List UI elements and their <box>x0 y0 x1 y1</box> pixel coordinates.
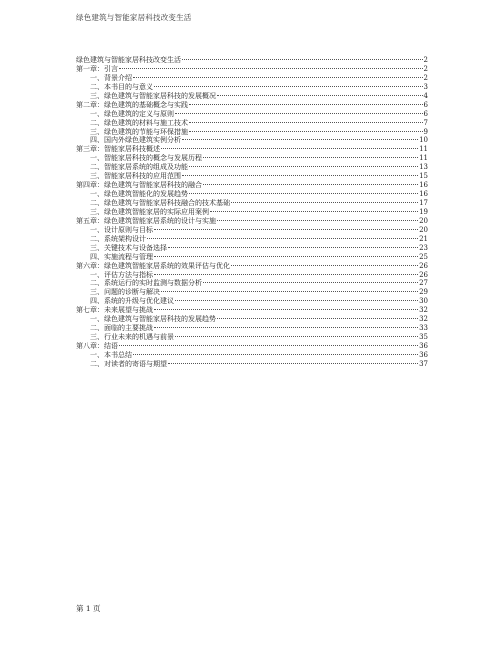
toc-entry-title: 一、设计原则与目标 <box>90 225 153 234</box>
toc-entry-title: 第八章：结语 <box>76 342 118 350</box>
toc-entry-page: 6 <box>423 109 428 118</box>
toc-dot-leader <box>154 256 418 257</box>
toc-dot-leader <box>182 139 418 140</box>
toc-entry-page: 20 <box>419 216 428 225</box>
toc-dot-leader <box>217 220 418 221</box>
toc-dot-leader <box>154 229 418 230</box>
toc-entry-page: 33 <box>419 324 428 333</box>
toc-entry-page: 26 <box>419 270 428 279</box>
toc-dot-leader <box>182 175 418 176</box>
toc-entry-title: 四、系统的升级与优化建议 <box>90 297 174 306</box>
toc-entry-page: 10 <box>419 136 428 145</box>
toc-entry-page: 11 <box>419 145 428 154</box>
toc-dot-leader <box>154 274 418 275</box>
toc-entry-title: 一、背景介绍 <box>90 73 132 82</box>
toc-entry-title: 第七章：未来展望与挑战 <box>76 306 153 315</box>
toc-entry-title: 一、绿色建筑的定义与原则 <box>90 109 174 118</box>
toc-chapter-entry[interactable] <box>76 145 428 154</box>
toc-dot-leader <box>203 282 418 283</box>
toc-dot-leader <box>119 68 423 69</box>
toc-section-entry[interactable] <box>76 110 428 119</box>
toc-section-entry[interactable] <box>76 235 428 244</box>
toc-dot-leader <box>161 148 418 149</box>
toc-dot-leader <box>168 363 418 364</box>
toc-entry-page: 2 <box>423 64 428 73</box>
toc-dot-leader <box>175 113 423 114</box>
toc-section-entry[interactable] <box>76 315 428 324</box>
toc-dot-leader <box>182 59 423 60</box>
toc-entry-title: 三、智能家居科技的应用范围 <box>90 172 181 181</box>
toc-section-entry[interactable] <box>76 253 428 262</box>
toc-entry-title: 第二章：绿色建筑的基础概念与实践 <box>76 100 188 109</box>
toc-dot-leader <box>189 131 423 132</box>
toc-entry-page: 2 <box>423 73 428 82</box>
toc-entry-title: 第三章：智能家居科技概述 <box>76 145 160 154</box>
toc-dot-leader <box>168 247 418 248</box>
toc-entry-page: 25 <box>419 252 428 261</box>
toc-entry-title: 二、面临的主要挑战 <box>90 324 153 333</box>
toc-chapter-entry[interactable] <box>76 262 428 271</box>
toc-dot-leader <box>189 122 423 123</box>
toc-dot-leader <box>189 166 418 167</box>
toc-entry-title: 四、国内外绿色建筑实例分析 <box>90 136 181 145</box>
toc-section-entry[interactable] <box>76 351 428 360</box>
toc-dot-leader <box>147 238 418 239</box>
toc-chapter-entry[interactable] <box>76 342 428 351</box>
toc-entry-page: 6 <box>423 100 428 109</box>
toc-entry-page: 26 <box>419 261 428 270</box>
toc-entry-title: 第六章：绿色建筑智能家居系统的效果评估与优化 <box>76 261 230 270</box>
toc-section-entry[interactable] <box>76 163 428 172</box>
toc-section-entry[interactable] <box>76 226 428 235</box>
toc-entry-page: 16 <box>419 181 428 190</box>
toc-dot-leader <box>217 95 423 96</box>
toc-entry-page: 37 <box>419 359 428 368</box>
toc-chapter-entry[interactable] <box>76 56 428 65</box>
toc-chapter-entry[interactable] <box>76 217 428 226</box>
toc-entry-page: 27 <box>419 279 428 288</box>
toc-dot-leader <box>154 86 423 87</box>
toc-entry-title: 二、对读者的寄语与期望 <box>90 359 167 368</box>
toc-section-entry[interactable] <box>76 199 428 208</box>
toc-dot-leader <box>161 291 418 292</box>
toc-entry-page: 15 <box>419 172 428 181</box>
toc-entry-page: 2 <box>423 56 428 64</box>
toc-section-entry[interactable] <box>76 92 428 101</box>
toc-section-entry[interactable] <box>76 324 428 333</box>
toc-dot-leader <box>210 211 418 212</box>
toc-entry-page: 36 <box>419 350 428 359</box>
toc-section-entry[interactable] <box>76 288 428 297</box>
toc-entry-page: 29 <box>419 288 428 297</box>
toc-entry-page: 32 <box>419 306 428 315</box>
toc-entry-page: 23 <box>419 243 428 252</box>
toc-dot-leader <box>231 265 418 266</box>
toc-entry-title: 一、评估方法与指标 <box>90 270 153 279</box>
toc-dot-leader <box>217 318 418 319</box>
toc-dot-leader <box>133 354 418 355</box>
toc-entry-title: 第一章：引言 <box>76 64 118 73</box>
toc-entry-title: 第五章：绿色建筑智能家居系统的设计与实施 <box>76 216 216 225</box>
toc-entry-title: 三、行业未来的机遇与前景 <box>90 333 174 342</box>
toc-dot-leader <box>203 184 418 185</box>
toc-dot-leader <box>189 104 423 105</box>
toc-dot-leader <box>154 327 418 328</box>
toc-entry-page: 16 <box>419 190 428 199</box>
toc-dot-leader <box>119 345 418 346</box>
toc-entry-page: 30 <box>419 297 428 306</box>
toc-entry-title: 一、绿色建筑智能化的发展趋势 <box>90 190 188 199</box>
toc-entry-title: 三、绿色建筑与智能家居科技的发展概况 <box>90 91 216 100</box>
toc-section-entry[interactable] <box>76 208 428 217</box>
toc-chapter-entry[interactable] <box>76 65 428 74</box>
toc-entry-page: 13 <box>419 163 428 172</box>
toc-entry-page: 17 <box>419 199 428 207</box>
toc-chapter-entry[interactable] <box>76 101 428 110</box>
toc-entry-page: 4 <box>423 91 428 100</box>
toc-dot-leader <box>154 309 418 310</box>
toc-section-entry[interactable] <box>76 74 428 83</box>
toc-dot-leader <box>133 77 423 78</box>
toc-dot-leader <box>175 300 418 301</box>
toc-entry-title: 二、绿色建筑与智能家居科技融合的技术基础 <box>90 199 230 207</box>
toc-entry-title: 第四章：绿色建筑与智能家居科技的融合 <box>76 181 202 190</box>
toc-entry-page: 21 <box>419 234 428 243</box>
toc-entry-page: 32 <box>419 315 428 324</box>
toc-entry-title: 三、关键技术与设备选择 <box>90 243 167 252</box>
page-number: 第 1 页 <box>76 604 101 613</box>
toc-section-entry[interactable] <box>76 119 428 128</box>
toc-entry-title: 二、绿色建筑的材料与施工技术 <box>90 118 188 127</box>
toc-entry-page: 3 <box>423 82 428 91</box>
toc-entry-title: 二、系统运行的实时监测与数据分析 <box>90 279 202 288</box>
toc-dot-leader <box>231 202 418 203</box>
toc-entry-title: 三、问题的诊断与解决 <box>90 288 160 297</box>
toc-entry-page: 20 <box>419 225 428 234</box>
toc-dot-leader <box>189 193 418 194</box>
toc-section-entry[interactable] <box>76 333 428 342</box>
toc-entry-page: 7 <box>423 118 428 127</box>
toc-section-entry[interactable] <box>76 172 428 181</box>
toc-dot-leader <box>175 336 418 337</box>
toc-entry-title: 三、绿色建筑的节能与环保措施 <box>90 127 188 136</box>
toc-entry-title: 四、实施流程与管理 <box>90 252 153 261</box>
toc-section-entry[interactable] <box>76 360 428 369</box>
toc-entry-title: 三、绿色建筑智能家居的实际应用案例 <box>90 207 209 216</box>
toc-section-entry[interactable] <box>76 190 428 199</box>
toc-entry-title: 一、智能家居科技的概念与发展历程 <box>90 154 202 163</box>
toc-entry-page: 11 <box>419 154 428 163</box>
toc-entry-page: 35 <box>419 333 428 342</box>
toc-section-entry[interactable] <box>76 83 428 92</box>
toc-section-entry[interactable] <box>76 244 428 253</box>
toc-entry-title: 二、本书目的与意义 <box>90 82 153 91</box>
toc-section-entry[interactable] <box>76 297 428 306</box>
toc-entry-title: 一、绿色建筑与智能家居科技的发展趋势 <box>90 315 216 324</box>
toc-entry-page: 9 <box>423 127 428 136</box>
toc-chapter-entry[interactable] <box>76 306 428 315</box>
toc-entry-title: 二、智能家居系统的组成及功能 <box>90 163 188 172</box>
toc-dot-leader <box>203 157 418 158</box>
toc-entry-title: 二、系统架构设计 <box>90 234 146 243</box>
toc-entry-title: 一、本书总结 <box>90 350 132 359</box>
toc-entry-title: 绿色建筑与智能家居科技改变生活 <box>76 56 181 64</box>
table-of-contents <box>76 56 428 369</box>
toc-entry-page: 36 <box>419 342 428 350</box>
toc-chapter-entry[interactable] <box>76 181 428 190</box>
toc-entry-page: 19 <box>419 207 428 216</box>
page-header: 绿色建筑与智能家居科技改变生活 <box>76 13 192 22</box>
toc-section-entry[interactable] <box>76 154 428 163</box>
